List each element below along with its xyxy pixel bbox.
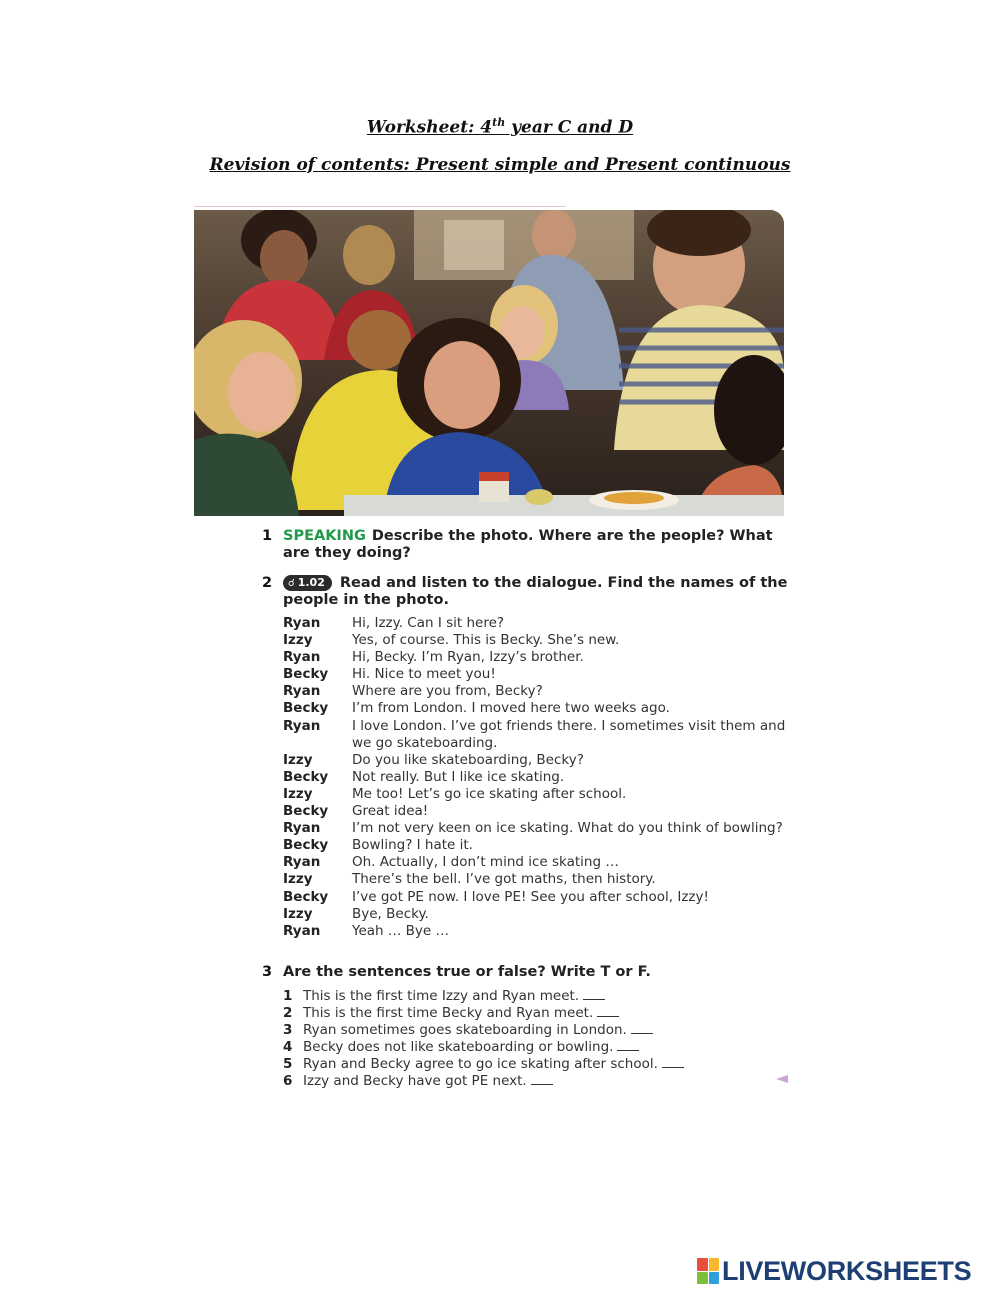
item-number: 6 (283, 1073, 293, 1090)
speech-text: I’m not very keen on ice skating. What do you think of bowling? (352, 820, 783, 837)
exercise-1-text: Describe the photo. Where are the people? What are they doing? (283, 528, 773, 561)
arrow-marker-icon (776, 1075, 788, 1083)
speaker-name: Becky (283, 837, 329, 854)
dialogue-line (283, 700, 803, 717)
true-false-list (283, 988, 803, 1091)
speaker-name: Ryan (283, 649, 321, 666)
dialogue-line (283, 649, 803, 666)
liveworksheets-logo-icon (697, 1258, 719, 1284)
item-sentence (303, 1056, 684, 1073)
item-sentence (303, 1005, 619, 1022)
speaker-name: Izzy (283, 785, 313, 802)
speech-text: I love London. I’ve got friends there. I sometimes visit them and we go skateboarding. (352, 717, 786, 751)
dialogue-line (283, 871, 803, 888)
speech-text: Me too! Let’s go ice skating after school. (352, 785, 627, 802)
dialogue-line (283, 906, 803, 923)
speech-text: I’m from London. I moved here two weeks ago. (352, 700, 670, 717)
true-false-item (283, 1056, 803, 1073)
exercise-3 (262, 964, 802, 981)
speech-text: Hi. Nice to meet you! (352, 666, 496, 683)
speech-text: Bowling? I hate it. (352, 837, 473, 854)
exercise-2-instructions (283, 575, 802, 609)
item-sentence (303, 1073, 553, 1090)
liveworksheets-brand[interactable] (697, 1256, 971, 1286)
dialogue-line (283, 820, 803, 837)
dialogue (283, 615, 803, 940)
speaker-name: Izzy (283, 871, 313, 888)
speech-text: Great idea! (352, 803, 429, 820)
true-false-item (283, 1005, 803, 1022)
logo-square-green (697, 1272, 708, 1285)
item-sentence (303, 1022, 653, 1039)
speaker-name: Izzy (283, 751, 313, 768)
speaker-name: Izzy (283, 905, 313, 922)
dialogue-line (283, 752, 803, 769)
speaker-name: Becky (283, 803, 329, 820)
answer-blank[interactable] (531, 1074, 553, 1085)
item-sentence (303, 988, 605, 1005)
speaker-name: Becky (283, 666, 329, 683)
item-sentence (303, 1039, 639, 1056)
item-text: This is the first time Izzy and Ryan meet. (303, 988, 580, 1004)
item-number: 5 (283, 1056, 293, 1073)
answer-blank[interactable] (631, 1023, 653, 1034)
dialogue-line (283, 718, 803, 752)
exercise-1-instructions (283, 528, 802, 562)
speaker-name: Becky (283, 888, 329, 905)
divider-line (194, 206, 566, 207)
speech-text: I’ve got PE now. I love PE! See you after school, Izzy! (352, 888, 709, 905)
speech-text: Yes, of course. This is Becky. She’s new. (352, 632, 620, 649)
headphones-icon: ☌ (288, 578, 295, 589)
answer-blank[interactable] (617, 1040, 639, 1051)
exercise-2-text: Read and listen to the dialogue. Find the names of the people in the photo. (283, 575, 788, 608)
worksheet-title (0, 116, 1000, 138)
dialogue-line (283, 837, 803, 854)
speaker-name: Ryan (283, 717, 321, 734)
exercise-2-number: 2 (262, 575, 273, 591)
answer-blank[interactable] (662, 1057, 684, 1068)
true-false-item (283, 1039, 803, 1056)
title-prefix: Worksheet: 4 (366, 117, 493, 138)
exercise-3-number: 3 (262, 964, 273, 980)
item-number: 3 (283, 1022, 293, 1039)
item-text: Ryan and Becky agree to go ice skating after school. (303, 1056, 658, 1073)
speech-text: Where are you from, Becky? (352, 683, 543, 700)
answer-blank[interactable] (597, 1006, 619, 1017)
true-false-item (283, 988, 803, 1005)
item-text: Izzy and Becky have got PE next. (303, 1073, 527, 1090)
exercise-2 (262, 575, 802, 609)
item-number: 4 (283, 1039, 293, 1056)
speech-text: Do you like skateboarding, Becky? (352, 751, 584, 768)
speaker-name: Izzy (283, 632, 313, 649)
logo-square-blue (709, 1272, 720, 1285)
speech-text: Hi, Izzy. Can I sit here? (352, 615, 505, 631)
worksheet-subtitle: Revision of contents: Present simple and Present continuous (209, 155, 791, 175)
audio-track-badge[interactable] (283, 575, 332, 591)
exercise-1-number: 1 (262, 528, 273, 544)
dialogue-line (283, 666, 803, 683)
audio-track-number: 1.02 (297, 576, 325, 589)
speaker-name: Ryan (283, 922, 321, 939)
students-cafeteria-photo (194, 210, 784, 516)
dialogue-line (283, 615, 803, 632)
dialogue-line (283, 683, 803, 700)
speaking-label: SPEAKING (283, 528, 366, 544)
speech-text: There’s the bell. I’ve got maths, then history. (352, 871, 656, 888)
speech-text: Yeah … Bye … (352, 922, 450, 939)
dialogue-line (283, 854, 803, 871)
dialogue-line (283, 786, 803, 803)
exercise-1 (262, 528, 802, 562)
title-suffix: year C and D (505, 117, 634, 138)
title-superscript: th (492, 116, 506, 129)
dialogue-line (283, 803, 803, 820)
item-number: 1 (283, 988, 293, 1004)
speech-text: Hi, Becky. I’m Ryan, Izzy’s brother. (352, 649, 584, 666)
item-text: This is the first time Becky and Ryan meet. (303, 1005, 594, 1022)
speaker-name: Ryan (283, 854, 321, 871)
speaker-name: Ryan (283, 820, 321, 837)
true-false-item (283, 1073, 803, 1090)
speaker-name: Ryan (283, 683, 321, 700)
speech-text: Bye, Becky. (352, 905, 429, 922)
photo-illustration (194, 210, 784, 516)
dialogue-line (283, 632, 803, 649)
item-text: Becky does not like skateboarding or bowling. (303, 1039, 614, 1056)
exercise-3-instructions: Are the sentences true or false? Write T or F. (283, 964, 651, 980)
brand-name: LIVEWORKSHEETS (722, 1255, 972, 1286)
speaker-name: Becky (283, 768, 329, 785)
logo-square-yellow (709, 1258, 720, 1271)
speaker-name: Ryan (283, 615, 321, 631)
speech-text: Not really. But I like ice skating. (352, 768, 565, 785)
answer-blank[interactable] (583, 989, 605, 1000)
speech-text: Oh. Actually, I don’t mind ice skating … (352, 854, 619, 871)
item-text: Ryan sometimes goes skateboarding in London. (303, 1022, 627, 1039)
speaker-name: Becky (283, 700, 329, 717)
dialogue-line (283, 889, 803, 906)
dialogue-line (283, 923, 803, 940)
true-false-item (283, 1022, 803, 1039)
dialogue-line (283, 769, 803, 786)
logo-square-red (697, 1258, 708, 1271)
item-number: 2 (283, 1005, 293, 1022)
